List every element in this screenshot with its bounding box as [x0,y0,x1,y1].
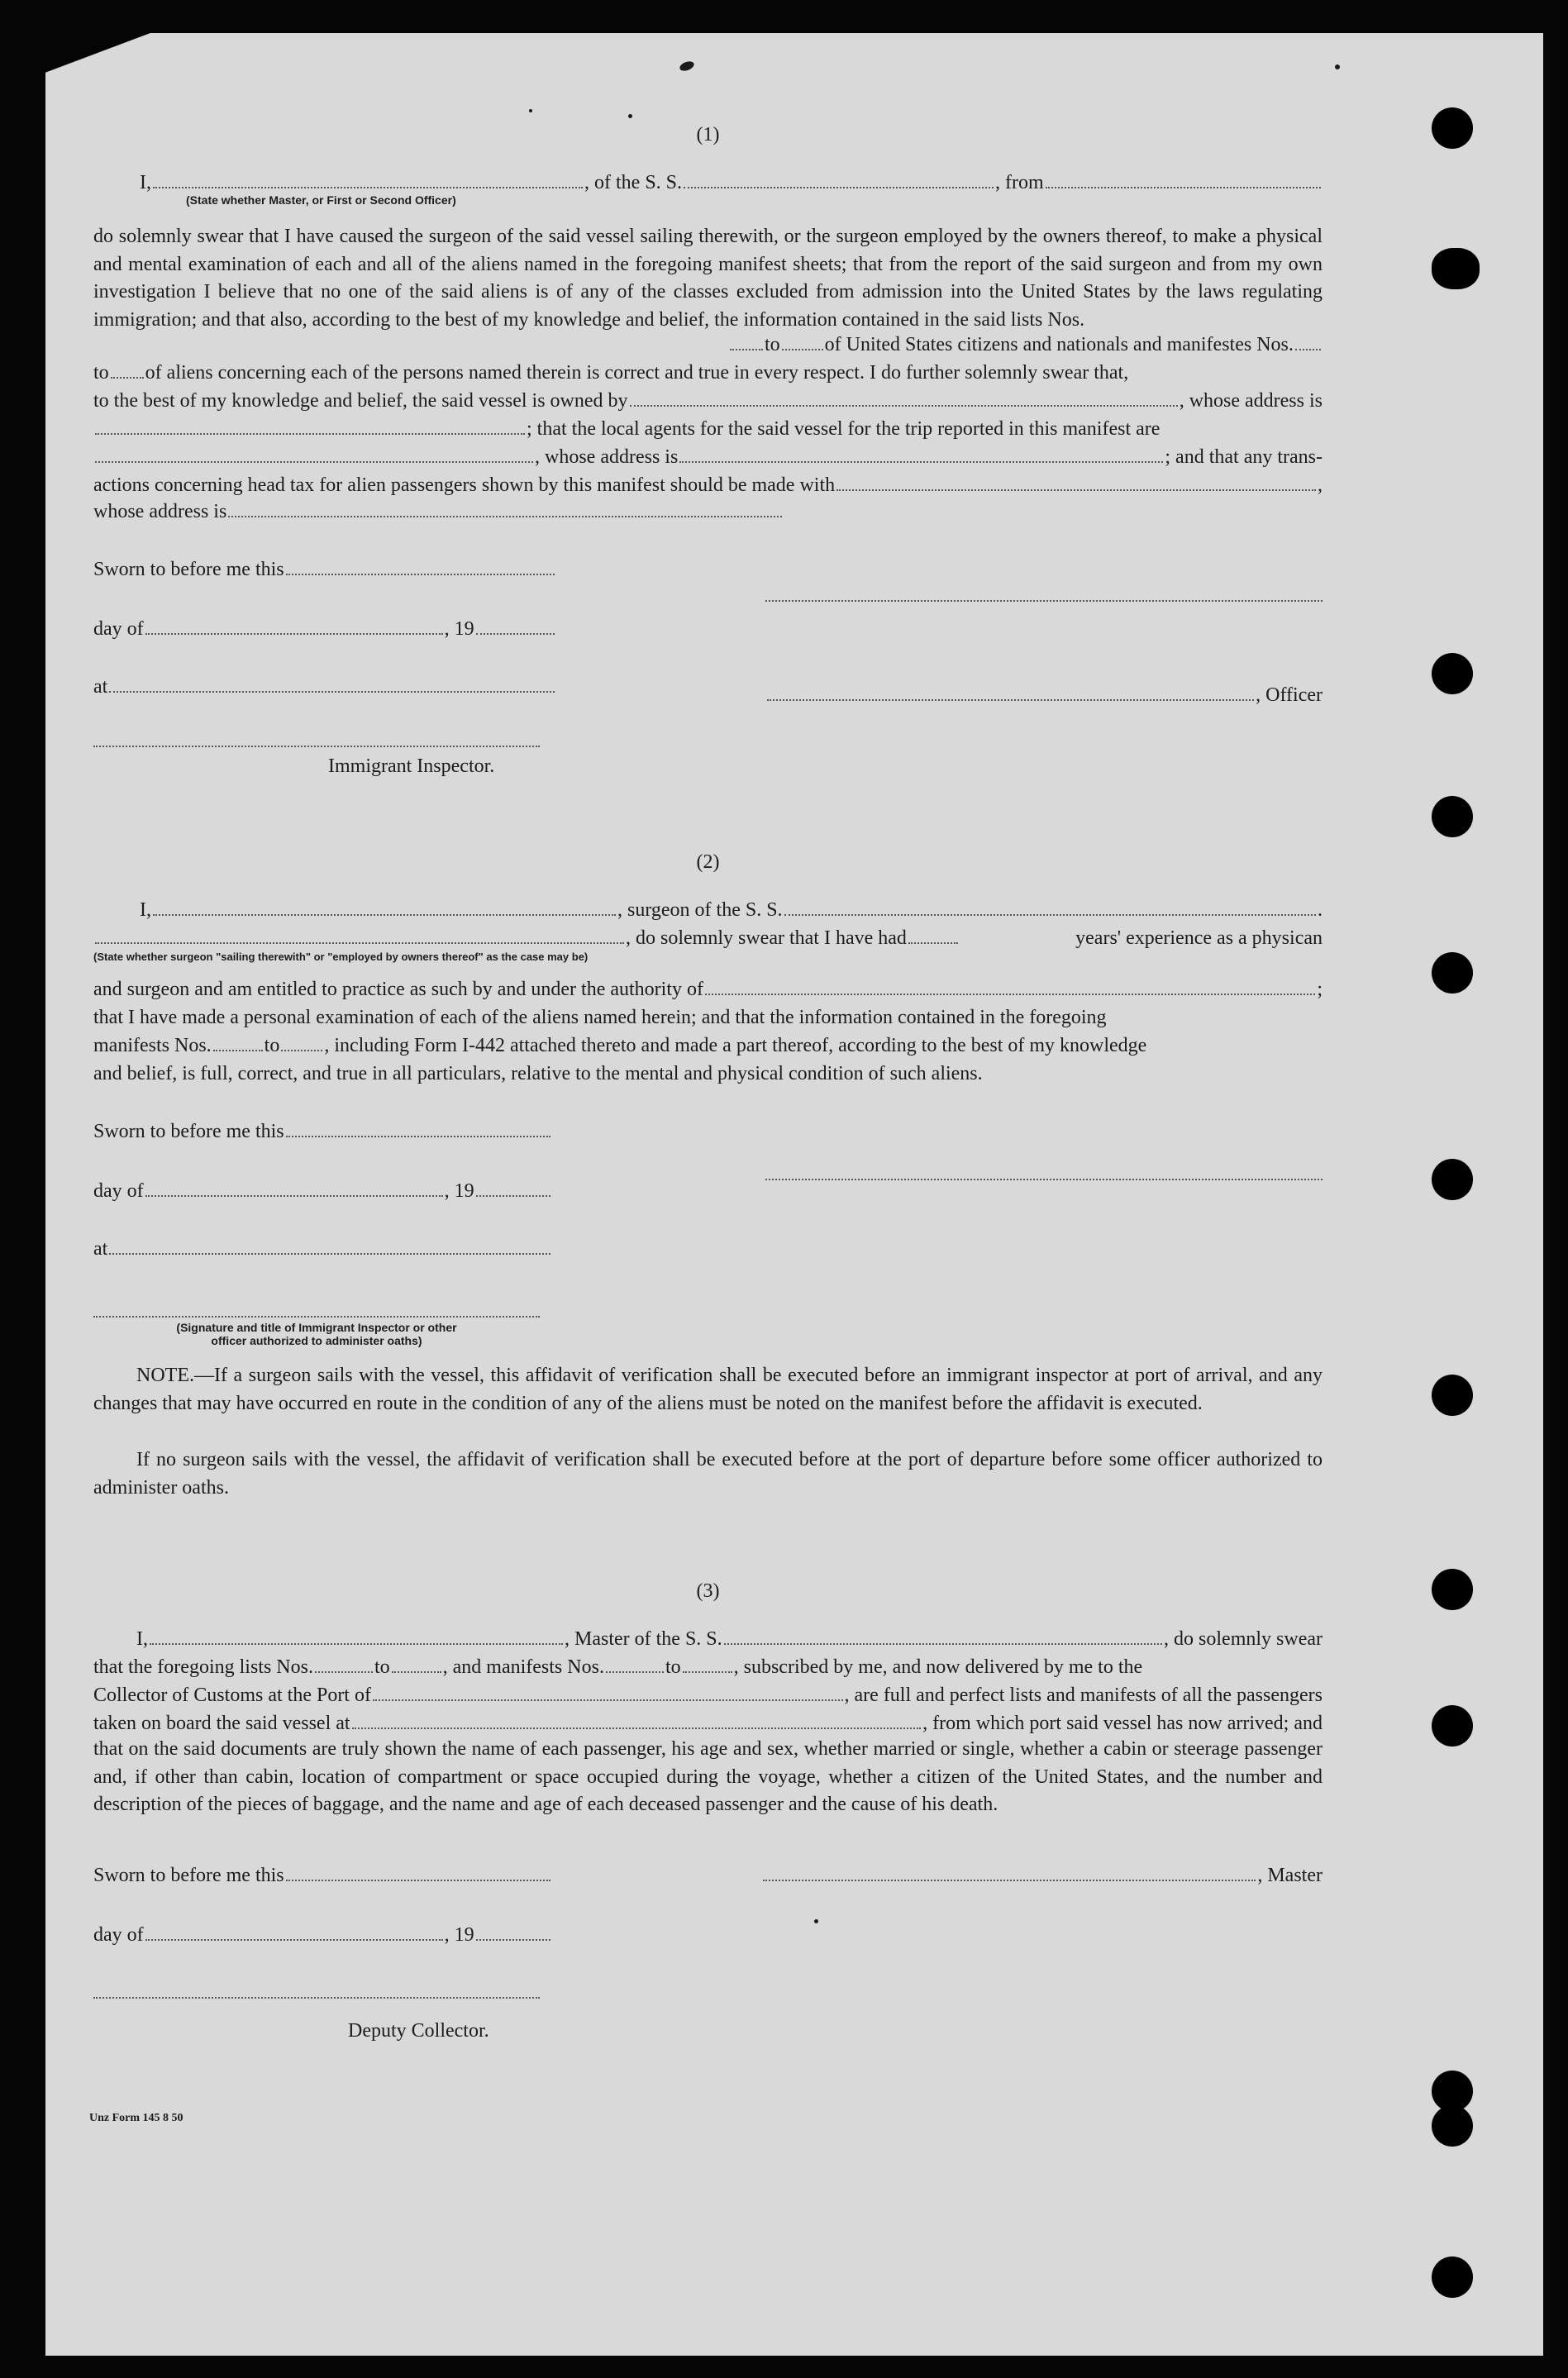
day-line [93,1177,552,1205]
text: at [93,1238,108,1260]
years-field[interactable] [908,926,958,944]
manifest-no-field[interactable] [1295,332,1321,350]
lists-to-field[interactable] [392,1655,441,1673]
text: to [665,1656,681,1678]
list-from-field[interactable] [730,332,763,350]
year-field[interactable] [476,1923,550,1941]
month-field[interactable] [145,1179,443,1197]
officer-line [765,681,1323,709]
master-line-4 [93,1709,1323,1737]
port-of-arrival-field[interactable] [373,1683,843,1701]
text: years' experience as a physican [1075,927,1323,949]
section-1-paragraph: do solemnly swear that I have caused the surgeon of the said vessel sailing therewith, or the surgeon employed by the owners thereof, to make a physical and mental examination of each and all of the aliens named in the foregoing manifest sheets; that from the report of the said surgeon and from my own investigation I believe that no one of the said aliens is of any of the classes excluded from admission into the United States by the laws regulating immigration; and that also, according to the best of my knowledge and belief, the information contained in the said lists Nos. [93,226,1323,331]
port-from-field[interactable] [1046,170,1321,188]
sworn-line [93,555,556,584]
text: ; that the local agents for the said vessel for the trip reported in this manifest are [527,418,1161,440]
surgeon-signature-line[interactable] [765,1177,1323,1180]
text: actions concerning head tax for alien passengers shown by this manifest should be made with [93,474,836,496]
section-3 [93,1572,1323,2068]
master-signature-field[interactable] [763,1863,1256,1881]
text: to the best of my knowledge and belief, the said vessel is owned by [93,390,628,412]
at-line [93,1235,552,1263]
master-signature-line[interactable] [765,598,1323,602]
text: , from which port said vessel has now arrived; and [922,1713,1323,1734]
master-name-field[interactable] [150,1627,563,1645]
punch-hole [1432,1159,1473,1200]
text: , 19 [444,1180,474,1202]
master-signature-line [761,1861,1323,1890]
surgeon-note: (State whether surgeon "sailing therewith" or "employed by owners thereof" as the case may be) [93,951,589,963]
text: day of [93,1924,144,1946]
text: , 19 [444,1924,474,1946]
surgeon-ship-field[interactable] [784,898,1316,916]
inspector-signature-line[interactable] [93,744,540,747]
surgeon-line-3: and surgeon and am entitled to practice as such by and under the authority of ; [93,975,1323,1003]
sworn-day-field[interactable] [286,1863,550,1881]
day-line [93,615,556,643]
section-3-paragraph: that on the said documents are truly shown the name of each passenger, his age and sex, whether married or single, whether a cabin or steerage passenger and, if other than cabin, location of compartment or space occupied during the voyage, whether a citizen of the United States, and the number and description of the pieces of baggage, and the name and age of each deceased passenger and the cause of his death. [93,1738,1323,1815]
master-line-3 [93,1681,1323,1709]
surgeon-status-field[interactable] [95,926,624,944]
surgeon-line-6 [93,1060,1323,1088]
note-paragraph-1: NOTE.—If a surgeon sails with the vessel, this affidavit of verification shall be executed before an immigrant inspector at port of arrival, and any changes that may have occurred en route in the condition of any of the aliens must be noted on the manifest before the affidavit is executed. [93,1365,1323,1414]
aliens-line [93,359,1323,387]
ink-speck [1335,64,1340,69]
manifests-from-field[interactable] [606,1655,664,1673]
text: to [765,334,780,355]
punch-hole [1432,1569,1473,1610]
year-field[interactable] [476,1179,550,1197]
text: Sworn to before me this [93,1865,284,1886]
sworn-day-field[interactable] [286,557,555,575]
text: , Officer [1256,684,1323,706]
place-field[interactable] [109,674,555,693]
lists-from-field[interactable] [315,1655,373,1673]
punch-hole [1432,248,1480,289]
master-line-2 [93,1653,1323,1681]
signature-note-line-1: (Signature and title of Immigrant Inspector or other [176,1321,457,1334]
agents-address-field[interactable] [679,445,1163,463]
deputy-collector-label: Deputy Collector. [348,2020,489,2042]
section-2 [93,843,1323,1504]
text: taken on board the said vessel at [93,1713,350,1734]
text: , do solemnly swear that I have had [626,927,907,949]
lists-line [728,331,1323,359]
master-note: (State whether Master, or First or Second Officer) [186,193,456,207]
text: at [93,676,108,698]
text: day of [93,618,144,640]
ink-speck [529,109,532,112]
text: , and manifests Nos. [442,1656,604,1678]
manifests-to-field[interactable] [683,1655,732,1673]
text: Sworn to before me this [93,559,284,580]
section-1-heading: (1) [696,124,720,145]
sworn-line [93,1861,552,1890]
sworn-day-field[interactable] [286,1119,550,1137]
manifest-from-field[interactable] [213,1033,263,1051]
text: I, [136,1628,148,1650]
inspector-label: Immigrant Inspector. [328,755,495,777]
text: , do solemnly swear [1164,1628,1323,1650]
authority-field[interactable] [705,977,1315,995]
section-1-line-1 [140,169,1323,197]
surgeon-line-5 [93,1032,1323,1060]
section-1 [93,116,1323,777]
whose-address-line [93,498,1323,526]
text: , Master [1257,1865,1323,1886]
text: , surgeon of the S. S. [617,899,783,921]
text: , of the S. S. [584,172,683,193]
sworn-line [93,1118,552,1146]
section-3-heading: (3) [696,1580,720,1602]
surgeon-line-2 [93,924,1323,952]
text: I, [140,899,151,921]
text: of aliens concerning each of the persons named therein is correct and true in every respect. I do further solemnly swear that, [145,362,1129,384]
punch-hole [1432,1705,1473,1747]
note-paragraph-2: If no surgeon sails with the vessel, the affidavit of verification shall be executed before at the port of departure before some officer authorized to administer oaths. [93,1449,1323,1499]
contact-address-field[interactable] [228,499,782,517]
text: and belief, is full, correct, and true in all particulars, relative to the mental and physical condition of such aliens. [93,1063,983,1084]
punch-hole [1432,796,1473,837]
text: Collector of Customs at the Port of [93,1685,371,1706]
section-2-heading: (2) [696,851,720,873]
text: of United States citizens and nationals and manifestes Nos. [824,334,1294,355]
text: that I have made a personal examination of each of the aliens named herein; and that the information contained in the foregoing [93,1007,1107,1028]
surgeon-name-field[interactable] [153,898,616,916]
text: day of [93,1180,144,1202]
text: ; and that any trans- [1165,446,1323,468]
manifest-to-field[interactable] [281,1033,322,1051]
text: , whose address is [535,446,679,468]
head-tax-contact-field[interactable] [836,473,1316,491]
surgeon-line-1: I, , surgeon of the S. S. . [140,896,1323,924]
punch-hole [1432,952,1473,994]
owned-line [93,387,1323,415]
text: I, [140,172,151,193]
text: to [264,1035,280,1056]
text: , including Form I-442 attached thereto and made a part thereof, according to the best of my knowledge [324,1035,1147,1056]
port-of-departure-field[interactable] [352,1711,922,1729]
at-line [93,673,556,701]
month-field[interactable] [145,1923,443,1941]
text: manifests Nos. [93,1035,212,1056]
year-field[interactable] [476,617,555,635]
text: whose address is [93,501,227,522]
inspector-signature-line[interactable] [93,1314,540,1318]
text: and surgeon and am entitled to practice as such by and under the authority of [93,979,703,1000]
form-number: Unz Form 145 8 50 [89,2112,183,2124]
master-ship-field[interactable] [724,1627,1162,1645]
text: to [93,362,109,384]
agents-address-line [93,443,1323,471]
list-to-field[interactable] [782,332,823,350]
officer-name-field[interactable] [153,170,583,188]
day-line [93,1921,552,1949]
signature-note-line-2: officer authorized to administer oaths) [211,1334,422,1347]
text: Sworn to before me this [93,1121,284,1142]
punch-hole [1432,2256,1473,2298]
owner-field[interactable] [630,388,1178,407]
text: , 19 [444,618,474,640]
owner-address-field[interactable] [95,417,525,435]
month-field[interactable] [145,617,443,635]
text: , are full and perfect lists and manifests of all the passengers [844,1685,1323,1706]
signature-note [126,1321,507,1347]
punch-hole [1432,653,1473,694]
surgeon-line-4 [93,1003,1323,1032]
text: , whose address is [1179,390,1323,412]
text: , subscribed by me, and now delivered by me to the [733,1656,1143,1678]
text: to [374,1656,390,1678]
agents-line [93,415,1323,443]
officer-signature-field[interactable] [767,683,1254,701]
place-field[interactable] [109,1237,550,1255]
collector-signature-line[interactable] [93,1995,540,1999]
text: , from [995,172,1044,193]
manifest-to-field[interactable] [111,360,144,379]
punch-hole [1432,107,1473,149]
text: that the foregoing lists Nos. [93,1656,313,1678]
master-line-1 [136,1625,1323,1653]
ship-name-field[interactable] [684,170,994,188]
punch-hole [1432,2105,1473,2147]
text: , Master of the S. S. [565,1628,722,1650]
punch-hole [1432,1375,1473,1416]
agents-field[interactable] [95,445,533,463]
actions-line: actions concerning head tax for alien passengers shown by this manifest should be made with , [93,471,1323,499]
